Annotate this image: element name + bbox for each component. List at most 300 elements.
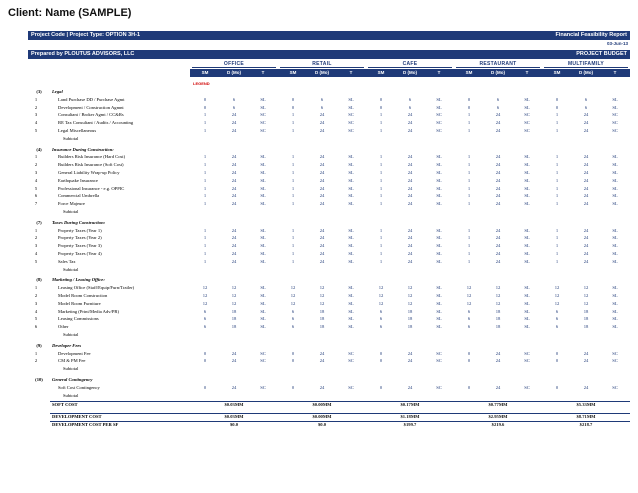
cell-multifamily-sm: 0 bbox=[555, 104, 559, 110]
section-header bbox=[0, 342, 638, 349]
cell-restaurant-dmo: 24 bbox=[495, 193, 501, 199]
cell-restaurant-dmo: 24 bbox=[495, 251, 501, 256]
cell-multifamily-t: SL bbox=[612, 243, 618, 249]
cell-multifamily-t: SL bbox=[612, 185, 618, 191]
cell-multifamily-sm: 0 bbox=[555, 358, 559, 364]
subheader-dmo: D (Mo) bbox=[491, 70, 505, 75]
cell-restaurant-sm: 1 bbox=[467, 235, 471, 241]
cell-cafe-sm: 6 bbox=[379, 324, 383, 330]
cell-multifamily-dmo: 12 bbox=[583, 285, 589, 291]
cell-office-sm: 1 bbox=[203, 258, 207, 264]
total-label: DEVELOPMENT COST bbox=[52, 414, 102, 420]
cell-multifamily-t: SL bbox=[612, 324, 618, 330]
cell-office-dmo: 24 bbox=[231, 358, 237, 364]
cell-cafe-sm: 1 bbox=[379, 154, 383, 160]
cell-restaurant-sm: 0 bbox=[467, 104, 471, 110]
cell-cafe-t: SL bbox=[436, 170, 442, 175]
line-item bbox=[0, 185, 638, 192]
line-item bbox=[0, 119, 638, 126]
cell-multifamily-t: SL bbox=[612, 96, 618, 102]
cell-multifamily-t: SL bbox=[612, 162, 618, 168]
cell-restaurant-dmo: 24 bbox=[495, 227, 501, 233]
cell-office-dmo: 24 bbox=[231, 201, 237, 207]
cell-multifamily-sm: 1 bbox=[555, 251, 559, 256]
subtotal-row bbox=[0, 331, 638, 338]
cell-cafe-t: SL bbox=[436, 285, 442, 291]
cell-restaurant-sm: 1 bbox=[467, 251, 471, 256]
cell-restaurant-sm: 1 bbox=[467, 128, 471, 133]
cell-retail-sm: 1 bbox=[291, 154, 295, 160]
cell-office-sm: 12 bbox=[202, 300, 208, 306]
cell-restaurant-t: SL bbox=[524, 316, 530, 322]
subheader-sm: SM bbox=[465, 70, 473, 75]
cell-retail-t: SL bbox=[348, 316, 354, 322]
row-label: Legal Miscellaneous bbox=[58, 128, 97, 133]
cell-retail-t: SL bbox=[348, 235, 354, 241]
cell-retail-dmo: 24 bbox=[319, 258, 325, 264]
row-number: (4) bbox=[36, 146, 42, 152]
cell-office-sm: 1 bbox=[203, 235, 207, 241]
column-group-multifamily: MULTIFAMILY bbox=[544, 60, 628, 68]
cell-office-dmo: 24 bbox=[231, 170, 237, 175]
subtotal-row bbox=[0, 135, 638, 142]
cell-office-dmo: 18 bbox=[231, 324, 237, 330]
total-cafe: $1.18MM bbox=[400, 414, 420, 420]
cell-retail-sm: 1 bbox=[291, 120, 295, 126]
cell-restaurant-t: SL bbox=[524, 293, 530, 298]
total-office: $0.03MM bbox=[224, 402, 244, 408]
cell-restaurant-sm: 1 bbox=[467, 201, 471, 207]
line-item bbox=[0, 177, 638, 184]
cell-multifamily-sm: 1 bbox=[555, 120, 559, 126]
row-number: 7 bbox=[34, 201, 38, 207]
cell-retail-t: SL bbox=[348, 285, 354, 291]
cell-restaurant-t: SL bbox=[524, 308, 530, 314]
column-group-office: OFFICE bbox=[192, 60, 276, 68]
project-code: Project Code | Project Type: OPTION 3H-1 bbox=[31, 32, 141, 38]
cell-cafe-sm: 1 bbox=[379, 251, 383, 256]
legend-label: LEGEND bbox=[193, 81, 210, 86]
row-label: General Contingency bbox=[52, 377, 93, 382]
total-retail: $0.00MM bbox=[312, 402, 332, 408]
cell-retail-dmo: 24 bbox=[319, 128, 325, 133]
cell-multifamily-dmo: 24 bbox=[583, 243, 589, 249]
cell-cafe-t: SL bbox=[436, 177, 442, 183]
cell-office-dmo: 24 bbox=[231, 350, 237, 356]
cell-cafe-dmo: 24 bbox=[407, 227, 413, 233]
cell-retail-t: SC bbox=[348, 358, 354, 364]
subheader-dmo: D (Mo) bbox=[579, 70, 593, 75]
total-row bbox=[0, 421, 638, 428]
cell-retail-t: SL bbox=[348, 324, 354, 330]
cell-retail-sm: 1 bbox=[291, 251, 295, 256]
cell-cafe-dmo: 12 bbox=[407, 285, 413, 291]
cell-multifamily-sm: 1 bbox=[555, 227, 559, 233]
cell-office-t: SL bbox=[260, 201, 266, 207]
cell-multifamily-t: SL bbox=[612, 258, 618, 264]
cell-office-t: SC bbox=[260, 358, 266, 364]
cell-restaurant-t: SC bbox=[524, 112, 530, 118]
cell-retail-dmo: 24 bbox=[319, 243, 325, 249]
cell-cafe-dmo: 24 bbox=[407, 170, 413, 175]
row-number: 1 bbox=[34, 350, 38, 356]
section-header bbox=[0, 376, 638, 383]
cell-restaurant-dmo: 24 bbox=[495, 358, 501, 364]
cell-multifamily-dmo: 24 bbox=[583, 170, 589, 175]
cell-cafe-t: SL bbox=[436, 227, 442, 233]
cell-office-sm: 0 bbox=[203, 104, 207, 110]
cell-restaurant-sm: 0 bbox=[467, 350, 471, 356]
row-label: Leasing Commissions bbox=[58, 316, 99, 322]
cell-restaurant-t: SC bbox=[524, 358, 530, 364]
cell-restaurant-dmo: 24 bbox=[495, 384, 501, 390]
cell-cafe-sm: 1 bbox=[379, 193, 383, 199]
cell-retail-dmo: 24 bbox=[319, 201, 325, 207]
row-label: Force Majeure bbox=[58, 201, 85, 207]
section-header bbox=[0, 276, 638, 283]
cell-office-dmo: 24 bbox=[231, 235, 237, 241]
cell-restaurant-dmo: 12 bbox=[495, 285, 501, 291]
row-label: Subtotal bbox=[63, 366, 79, 372]
total-row bbox=[0, 401, 638, 408]
row-label: Consultant / Broker Agmt / CC&Rs bbox=[58, 112, 124, 118]
cell-multifamily-dmo: 24 bbox=[583, 193, 589, 199]
cell-multifamily-dmo: 24 bbox=[583, 350, 589, 356]
cell-office-dmo: 24 bbox=[231, 154, 237, 160]
cell-multifamily-sm: 1 bbox=[555, 185, 559, 191]
cell-office-sm: 1 bbox=[203, 170, 207, 175]
cell-restaurant-dmo: 24 bbox=[495, 350, 501, 356]
cell-multifamily-sm: 1 bbox=[555, 243, 559, 249]
cell-retail-t: SL bbox=[348, 104, 354, 110]
cell-retail-sm: 1 bbox=[291, 227, 295, 233]
cell-retail-dmo: 24 bbox=[319, 384, 325, 390]
total-multifamily: $5.33MM bbox=[576, 402, 596, 408]
cell-cafe-t: SL bbox=[436, 243, 442, 249]
cell-restaurant-dmo: 24 bbox=[495, 177, 501, 183]
cell-multifamily-sm: 6 bbox=[555, 324, 559, 330]
cell-retail-sm: 6 bbox=[291, 316, 295, 322]
cell-cafe-sm: 0 bbox=[379, 384, 383, 390]
row-number: 2 bbox=[34, 104, 38, 110]
cell-office-t: SL bbox=[260, 177, 266, 183]
line-item bbox=[0, 292, 638, 299]
cell-retail-t: SL bbox=[348, 227, 354, 233]
row-label: Legal bbox=[52, 89, 63, 94]
cell-cafe-t: SL bbox=[436, 193, 442, 199]
cell-office-dmo: 6 bbox=[232, 96, 236, 102]
total-retail: $0.0 bbox=[317, 422, 327, 427]
cell-retail-dmo: 24 bbox=[319, 162, 325, 168]
cell-multifamily-sm: 6 bbox=[555, 308, 559, 314]
cell-retail-dmo: 12 bbox=[319, 300, 325, 306]
cell-retail-t: SL bbox=[348, 162, 354, 168]
cell-cafe-t: SL bbox=[436, 293, 442, 298]
line-item bbox=[0, 111, 638, 118]
cell-cafe-t: SL bbox=[436, 300, 442, 306]
cell-office-t: SL bbox=[260, 293, 266, 298]
line-item bbox=[0, 227, 638, 234]
row-number: 1 bbox=[34, 285, 38, 291]
cell-office-t: SL bbox=[260, 243, 266, 249]
cell-office-t: SL bbox=[260, 316, 266, 322]
line-item bbox=[0, 161, 638, 168]
cell-multifamily-t: SC bbox=[612, 112, 618, 118]
cell-restaurant-sm: 1 bbox=[467, 185, 471, 191]
cell-office-sm: 1 bbox=[203, 128, 207, 133]
subtotal-row bbox=[0, 392, 638, 399]
row-label: RE Tax Consultant / Audits / Accounting bbox=[58, 120, 134, 126]
cell-restaurant-sm: 1 bbox=[467, 120, 471, 126]
cell-restaurant-sm: 12 bbox=[466, 300, 472, 306]
cell-restaurant-t: SL bbox=[524, 300, 530, 306]
cell-multifamily-dmo: 24 bbox=[583, 112, 589, 118]
cell-cafe-dmo: 18 bbox=[407, 324, 413, 330]
line-item bbox=[0, 96, 638, 103]
cell-cafe-sm: 1 bbox=[379, 235, 383, 241]
cell-office-t: SC bbox=[260, 384, 266, 390]
cell-retail-sm: 12 bbox=[290, 293, 296, 298]
total-label: SOFT COST bbox=[52, 402, 78, 408]
cell-restaurant-t: SC bbox=[524, 350, 530, 356]
cell-cafe-sm: 1 bbox=[379, 177, 383, 183]
cell-multifamily-t: SL bbox=[612, 251, 618, 256]
line-item bbox=[0, 234, 638, 241]
cell-office-t: SL bbox=[260, 154, 266, 160]
cell-office-sm: 0 bbox=[203, 96, 207, 102]
cell-multifamily-sm: 12 bbox=[554, 285, 560, 291]
cell-multifamily-sm: 1 bbox=[555, 235, 559, 241]
cell-cafe-t: SL bbox=[436, 185, 442, 191]
cell-multifamily-t: SL bbox=[612, 293, 618, 298]
budget-title: PROJECT BUDGET bbox=[576, 51, 627, 57]
cell-cafe-dmo: 24 bbox=[407, 185, 413, 191]
cell-restaurant-sm: 1 bbox=[467, 112, 471, 118]
line-item bbox=[0, 258, 638, 265]
row-label: Property Taxes (Year 1) bbox=[58, 227, 102, 233]
cell-retail-dmo: 6 bbox=[320, 104, 324, 110]
cell-restaurant-dmo: 24 bbox=[495, 185, 501, 191]
cell-restaurant-dmo: 24 bbox=[495, 162, 501, 168]
row-label: Subtotal bbox=[63, 135, 79, 141]
cell-multifamily-dmo: 24 bbox=[583, 258, 589, 264]
cell-multifamily-t: SL bbox=[612, 201, 618, 207]
line-item bbox=[0, 192, 638, 199]
row-number: 4 bbox=[34, 120, 38, 126]
cell-restaurant-dmo: 24 bbox=[495, 201, 501, 207]
cell-cafe-sm: 1 bbox=[379, 162, 383, 168]
cell-restaurant-sm: 6 bbox=[467, 324, 471, 330]
line-item bbox=[0, 242, 638, 249]
cell-restaurant-t: SL bbox=[524, 104, 530, 110]
subheader-t: T bbox=[349, 70, 353, 75]
cell-retail-dmo: 24 bbox=[319, 185, 325, 191]
cell-office-sm: 6 bbox=[203, 308, 207, 314]
cell-cafe-sm: 1 bbox=[379, 120, 383, 126]
cell-office-dmo: 18 bbox=[231, 308, 237, 314]
cell-cafe-dmo: 6 bbox=[408, 96, 412, 102]
cell-cafe-dmo: 12 bbox=[407, 300, 413, 306]
cell-office-t: SL bbox=[260, 258, 266, 264]
subheader-sm: SM bbox=[201, 70, 209, 75]
cell-retail-t: SL bbox=[348, 293, 354, 298]
cell-restaurant-sm: 0 bbox=[467, 384, 471, 390]
cell-cafe-dmo: 24 bbox=[407, 177, 413, 183]
cell-cafe-dmo: 24 bbox=[407, 120, 413, 126]
line-item bbox=[0, 315, 638, 322]
cell-cafe-sm: 0 bbox=[379, 96, 383, 102]
cell-cafe-sm: 0 bbox=[379, 358, 383, 364]
cell-office-dmo: 24 bbox=[231, 251, 237, 256]
cell-office-t: SL bbox=[260, 162, 266, 168]
cell-restaurant-sm: 0 bbox=[467, 358, 471, 364]
row-number: 1 bbox=[34, 96, 38, 102]
cell-retail-t: SL bbox=[348, 96, 354, 102]
row-label: Property Taxes (Year 3) bbox=[58, 243, 102, 249]
line-item bbox=[0, 104, 638, 111]
cell-retail-sm: 1 bbox=[291, 112, 295, 118]
total-restaurant: $0.77MM bbox=[488, 402, 508, 408]
cell-restaurant-t: SL bbox=[524, 258, 530, 264]
cell-cafe-sm: 12 bbox=[378, 285, 384, 291]
cell-restaurant-sm: 1 bbox=[467, 193, 471, 199]
section-header bbox=[0, 88, 638, 95]
subheader-t: T bbox=[613, 70, 617, 75]
subtotal-row bbox=[0, 208, 638, 215]
row-label: Land Purchase DD / Purchase Agmt bbox=[58, 96, 125, 102]
cell-cafe-dmo: 24 bbox=[407, 243, 413, 249]
row-number: (10) bbox=[35, 377, 43, 382]
cell-multifamily-sm: 0 bbox=[555, 96, 559, 102]
cell-multifamily-dmo: 24 bbox=[583, 120, 589, 126]
cell-office-t: SL bbox=[260, 104, 266, 110]
cell-retail-sm: 0 bbox=[291, 96, 295, 102]
column-group-retail: RETAIL bbox=[280, 60, 364, 68]
cell-cafe-dmo: 24 bbox=[407, 358, 413, 364]
cell-restaurant-t: SL bbox=[524, 162, 530, 168]
row-label: Developer Fees bbox=[52, 342, 82, 348]
cell-restaurant-dmo: 18 bbox=[495, 308, 501, 314]
cell-multifamily-t: SC bbox=[612, 384, 618, 390]
cell-multifamily-dmo: 12 bbox=[583, 300, 589, 306]
row-number: 3 bbox=[34, 300, 38, 306]
cell-retail-t: SL bbox=[348, 258, 354, 264]
cell-retail-t: SL bbox=[348, 251, 354, 256]
cell-cafe-dmo: 24 bbox=[407, 154, 413, 160]
line-item bbox=[0, 169, 638, 176]
cell-retail-sm: 12 bbox=[290, 300, 296, 306]
cell-restaurant-t: SC bbox=[524, 384, 530, 390]
row-number: 6 bbox=[34, 324, 38, 330]
cell-multifamily-dmo: 24 bbox=[583, 251, 589, 256]
cell-restaurant-t: SL bbox=[524, 170, 530, 175]
cell-retail-sm: 0 bbox=[291, 358, 295, 364]
line-item bbox=[0, 153, 638, 160]
cell-office-sm: 1 bbox=[203, 193, 207, 199]
cell-multifamily-t: SL bbox=[612, 300, 618, 306]
cell-cafe-dmo: 18 bbox=[407, 308, 413, 314]
cell-office-dmo: 24 bbox=[231, 120, 237, 126]
row-label: Subtotal bbox=[63, 332, 79, 337]
cell-cafe-dmo: 24 bbox=[407, 251, 413, 256]
cell-office-sm: 6 bbox=[203, 324, 207, 330]
cell-retail-sm: 1 bbox=[291, 235, 295, 241]
cell-cafe-dmo: 24 bbox=[407, 193, 413, 199]
row-number: 4 bbox=[34, 177, 38, 183]
cell-cafe-t: SL bbox=[436, 154, 442, 160]
cell-office-sm: 6 bbox=[203, 316, 207, 322]
cell-office-sm: 1 bbox=[203, 112, 207, 118]
cell-restaurant-dmo: 24 bbox=[495, 243, 501, 249]
cell-office-t: SL bbox=[260, 227, 266, 233]
cell-multifamily-dmo: 24 bbox=[583, 227, 589, 233]
cell-office-sm: 1 bbox=[203, 177, 207, 183]
cell-office-dmo: 12 bbox=[231, 285, 237, 291]
cell-restaurant-sm: 1 bbox=[467, 243, 471, 249]
cell-multifamily-dmo: 18 bbox=[583, 308, 589, 314]
cell-cafe-t: SL bbox=[436, 162, 442, 168]
row-label: Insurance During Construction: bbox=[52, 146, 114, 152]
row-label: CM & PM Fee bbox=[58, 358, 86, 364]
subheader-dmo: D (Mo) bbox=[315, 70, 329, 75]
total-retail: $0.00MM bbox=[312, 414, 332, 420]
cell-multifamily-t: SL bbox=[612, 193, 618, 199]
row-label: Development Fee bbox=[58, 350, 91, 356]
client-title: Client: Name (SAMPLE) bbox=[8, 7, 132, 19]
row-number: 4 bbox=[34, 251, 38, 256]
cell-retail-sm: 6 bbox=[291, 308, 295, 314]
row-label: Builders Risk Insurance (Soft Cost) bbox=[58, 162, 124, 168]
cell-cafe-dmo: 24 bbox=[407, 201, 413, 207]
cell-restaurant-sm: 0 bbox=[467, 96, 471, 102]
row-number: (7) bbox=[36, 219, 42, 225]
subheader-t: T bbox=[261, 70, 265, 75]
cell-office-dmo: 18 bbox=[231, 316, 237, 322]
cell-office-sm: 1 bbox=[203, 154, 207, 160]
row-label: Property Taxes (Year 4) bbox=[58, 251, 102, 256]
cell-retail-dmo: 12 bbox=[319, 293, 325, 298]
cell-retail-dmo: 24 bbox=[319, 227, 325, 233]
cell-office-dmo: 24 bbox=[231, 384, 237, 390]
line-item bbox=[0, 350, 638, 357]
cell-office-t: SL bbox=[260, 96, 266, 102]
cell-restaurant-dmo: 24 bbox=[495, 235, 501, 241]
cell-restaurant-dmo: 6 bbox=[496, 96, 500, 102]
cell-multifamily-t: SL bbox=[612, 170, 618, 175]
total-row bbox=[0, 413, 638, 420]
cell-office-sm: 0 bbox=[203, 350, 207, 356]
row-number: 5 bbox=[34, 128, 38, 133]
cell-cafe-t: SL bbox=[436, 258, 442, 264]
cell-office-dmo: 24 bbox=[231, 193, 237, 199]
cell-multifamily-dmo: 24 bbox=[583, 235, 589, 241]
project-bar bbox=[28, 31, 630, 40]
cell-office-t: SC bbox=[260, 120, 266, 126]
cell-cafe-sm: 1 bbox=[379, 128, 383, 133]
row-label: Marketing / Leasing Office: bbox=[52, 277, 105, 283]
cell-retail-t: SC bbox=[348, 120, 354, 126]
line-item bbox=[0, 357, 638, 364]
row-label: Soft Cost Contingency bbox=[58, 384, 100, 390]
cell-retail-t: SL bbox=[348, 308, 354, 314]
row-label: Builders Risk Insurance (Hard Cost) bbox=[58, 154, 126, 160]
cell-restaurant-t: SL bbox=[524, 201, 530, 207]
subheader-t: T bbox=[437, 70, 441, 75]
cell-cafe-t: SC bbox=[436, 350, 442, 356]
cell-multifamily-t: SL bbox=[612, 227, 618, 233]
cell-restaurant-dmo: 24 bbox=[495, 120, 501, 126]
cell-multifamily-dmo: 12 bbox=[583, 293, 589, 298]
